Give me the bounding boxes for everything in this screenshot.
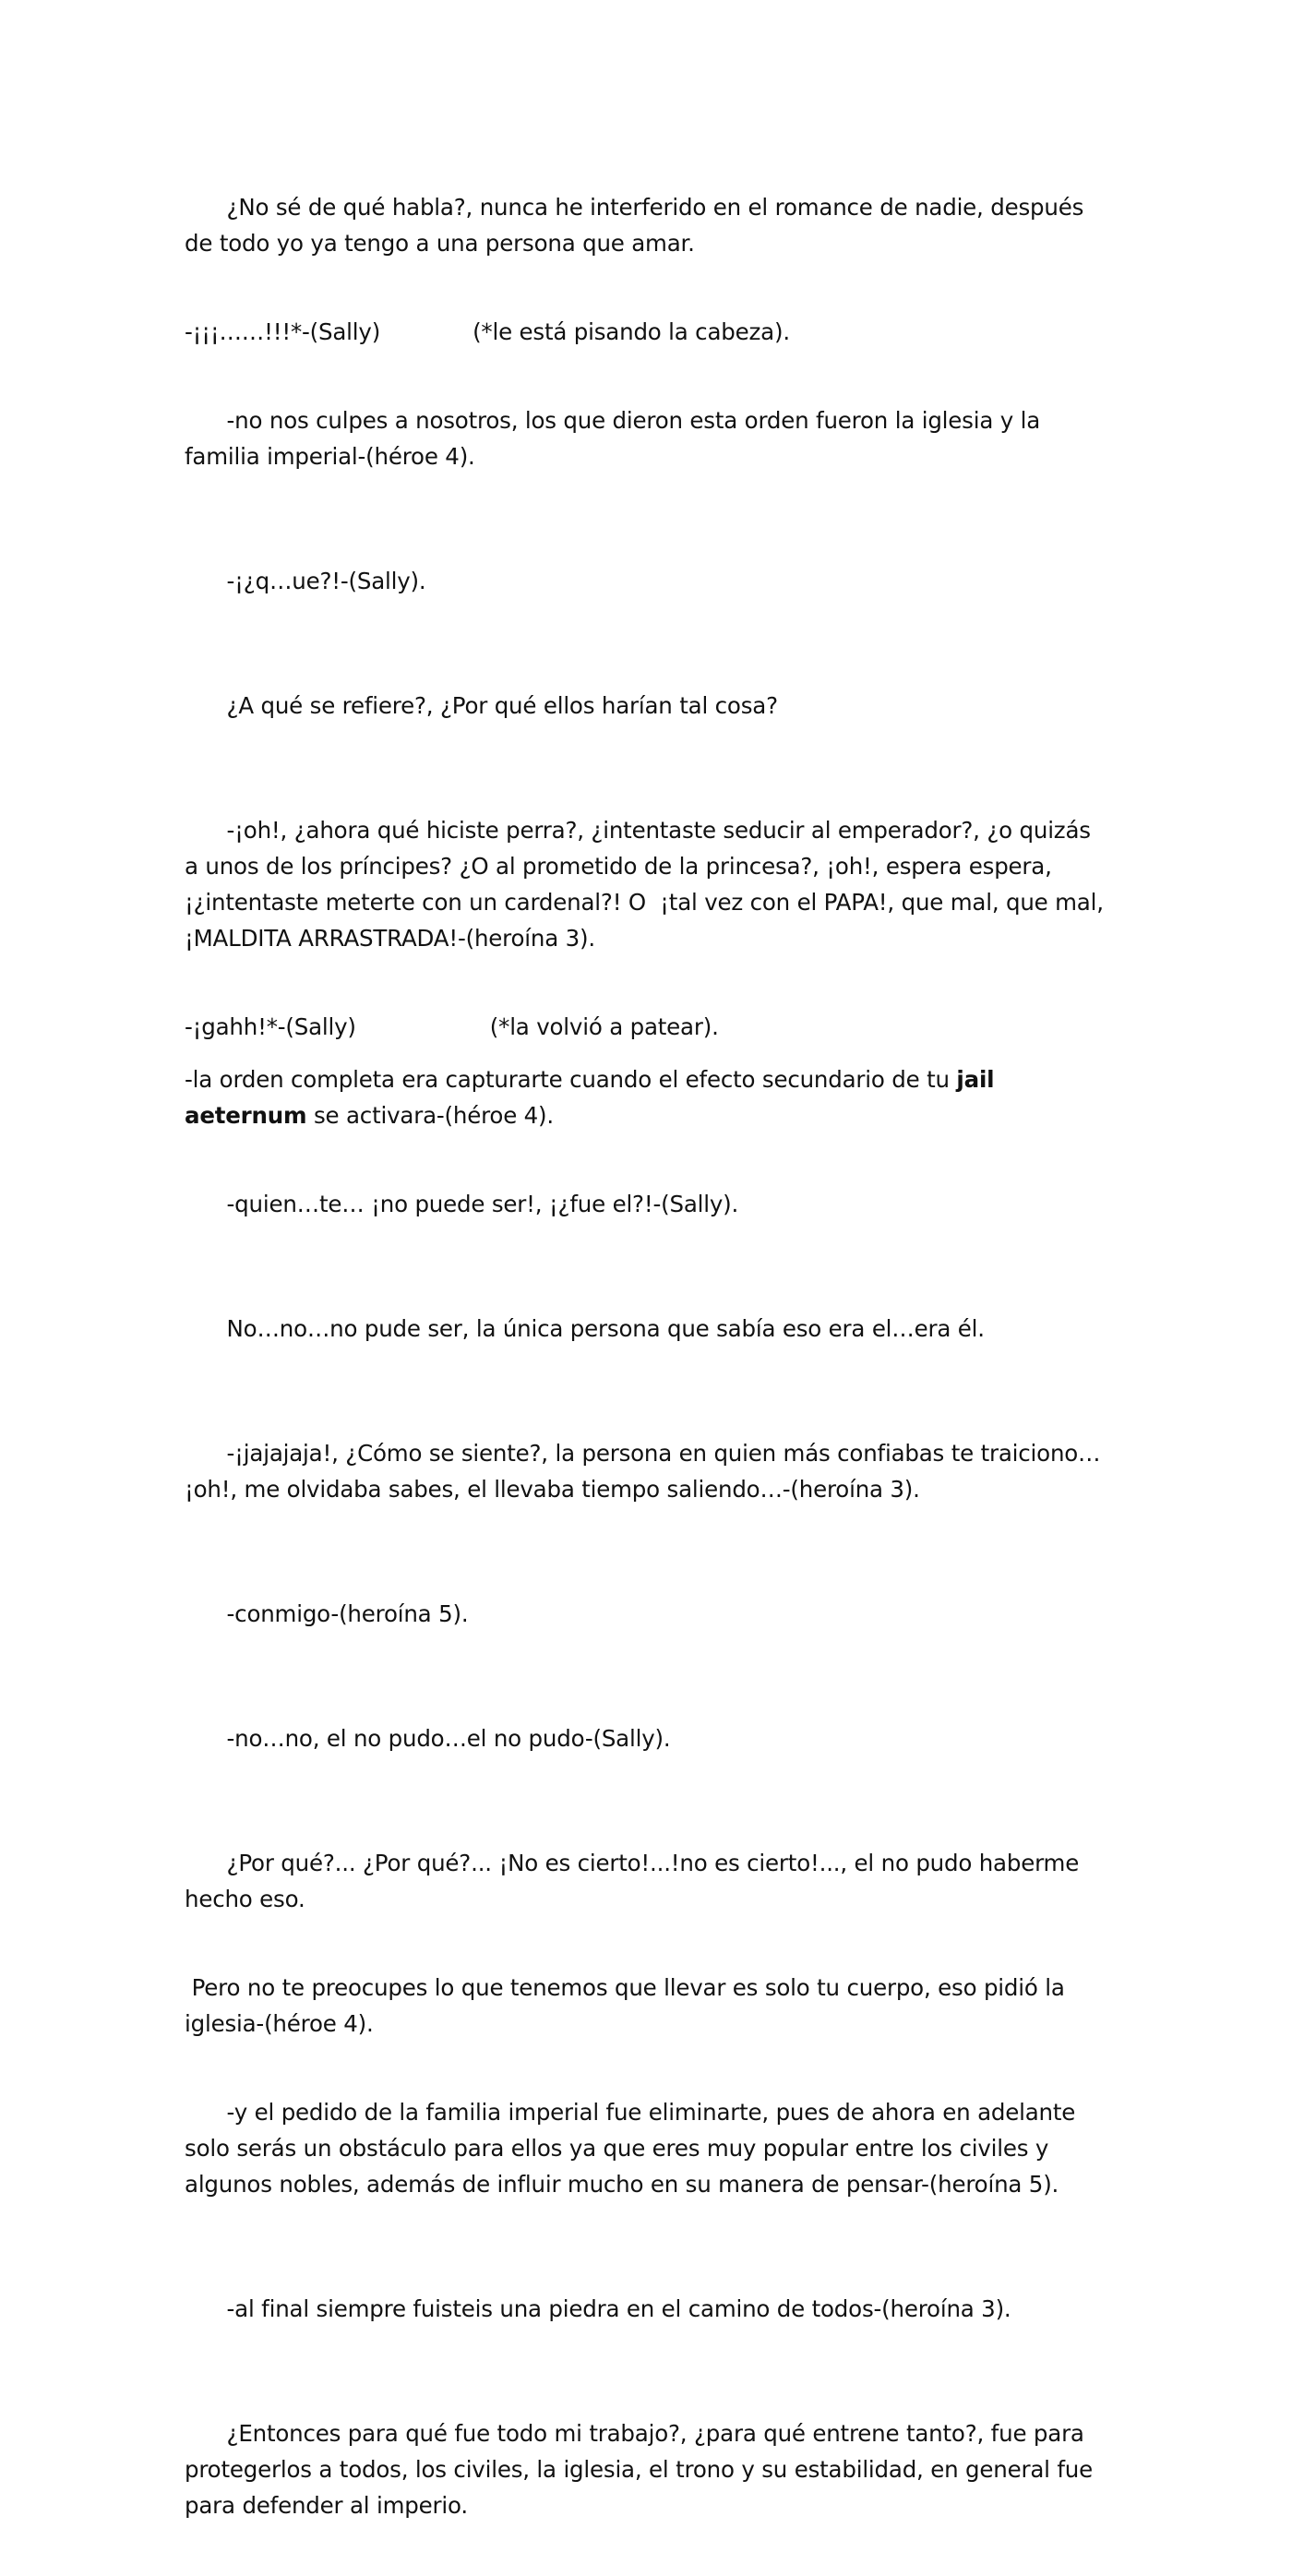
stage-note: (*le está pisando la cabeza). bbox=[473, 318, 790, 345]
paragraph-7 bbox=[185, 1009, 1107, 1045]
paragraph-17 bbox=[185, 2255, 1107, 2363]
paragraph-13 bbox=[185, 1684, 1107, 1792]
paragraph-text: -conmigo-(heroína 5). bbox=[226, 1600, 469, 1627]
paragraph-text: ¿A qué se refiere?, ¿Por qué ellos harían tal cosa? bbox=[226, 692, 778, 719]
paragraph-1 bbox=[185, 153, 1107, 297]
paragraph-text: ¿Entonces para qué fue todo mi trabajo?, ¿para qué entrene tanto?, fue para protegerlos a todos, los civiles, la iglesia, el trono y su estabilidad, en general fue para defender al imperio. bbox=[185, 2420, 1100, 2519]
paragraph-14 bbox=[185, 1809, 1107, 1953]
paragraph-3 bbox=[185, 366, 1107, 510]
stage-note: (*la volvió a patear). bbox=[489, 1013, 719, 1040]
paragraph-text: -¡jajajaja!, ¿Cómo se siente?, la persona en quien más confiabas te traiciono… ¡oh!, me olvidaba sabes, el llevaba tiempo saliendo…-(heroína 3). bbox=[185, 1440, 1107, 1503]
paragraph-text-after: se activara-(héroe 4). bbox=[306, 1102, 555, 1129]
paragraph-6 bbox=[185, 776, 1111, 992]
dialogue-text: -¡¡¡……!!!*-(Sally) bbox=[185, 318, 381, 345]
document-body bbox=[185, 153, 1111, 2576]
paragraph-4 bbox=[185, 527, 1107, 635]
dialogue-text: -¡gahh!*-(Sally) bbox=[185, 1013, 356, 1040]
paragraph-8 bbox=[185, 1061, 1107, 1133]
paragraph-text: ¿Por qué?... ¿Por qué?... ¡No es cierto!...!no es cierto!..., el no pudo haberme hecho eso. bbox=[185, 1850, 1086, 1912]
paragraph-5 bbox=[185, 652, 1107, 760]
paragraph-text: -quien…te… ¡no puede ser!, ¡¿fue el?!-(Sally). bbox=[226, 1191, 739, 1217]
paragraph-text: No…no…no pude ser, la única persona que sabía eso era el…era él. bbox=[226, 1315, 985, 1342]
paragraph-text: -no…no, el no pudo…el no pudo-(Sally). bbox=[226, 1725, 671, 1752]
bold-term: jail aeternum bbox=[185, 1066, 1002, 1129]
paragraph-text: Pero no te preocupes lo que tenemos que llevar es solo tu cuerpo, eso pidió la iglesia-(héroe 4). bbox=[185, 1974, 1072, 2037]
paragraph-12 bbox=[185, 1560, 1107, 1668]
paragraph-18 bbox=[185, 2379, 1107, 2559]
paragraph-text: ¿No sé de qué habla?, nunca he interferido en el romance de nadie, después de todo yo ya tengo a una persona que amar. bbox=[185, 194, 1091, 257]
paragraph-text: -no nos culpes a nosotros, los que dieron esta orden fueron la iglesia y la familia imperial-(héroe 4). bbox=[185, 407, 1047, 470]
paragraph-text: -al final siempre fuisteis una piedra en el camino de todos-(heroína 3). bbox=[226, 2295, 1011, 2322]
paragraph-text-before: -la orden completa era capturarte cuando el efecto secundario de tu bbox=[185, 1066, 957, 1093]
paragraph-2 bbox=[185, 314, 1107, 350]
paragraph-10 bbox=[185, 1275, 1107, 1383]
paragraph-text: -¡¿q…ue?!-(Sally). bbox=[226, 568, 426, 594]
paragraph-9 bbox=[185, 1150, 1107, 1258]
paragraph-text: -¡oh!, ¿ahora qué hiciste perra?, ¿intentaste seducir al emperador?, ¿o quizás a unos de los príncipes? ¿O al prometido de la princesa?, ¡oh!, espera espera, ¡¿intentaste meterte con un cardenal?! O ¡tal vez con el PAPA!, que mal, que mal, ¡MALDITA ARRASTRADA!-(heroína 3). bbox=[185, 817, 1111, 952]
paragraph-15 bbox=[185, 1970, 1107, 2042]
paragraph-text: -y el pedido de la familia imperial fue eliminarte, pues de ahora en adelante solo serás un obstáculo para ellos ya que eres muy popular entre los civiles y algunos nobles, además de influir mucho en su manera de pensar-(heroína 5). bbox=[185, 2099, 1083, 2198]
paragraph-11 bbox=[185, 1399, 1107, 1543]
paragraph-16 bbox=[185, 2058, 1107, 2238]
